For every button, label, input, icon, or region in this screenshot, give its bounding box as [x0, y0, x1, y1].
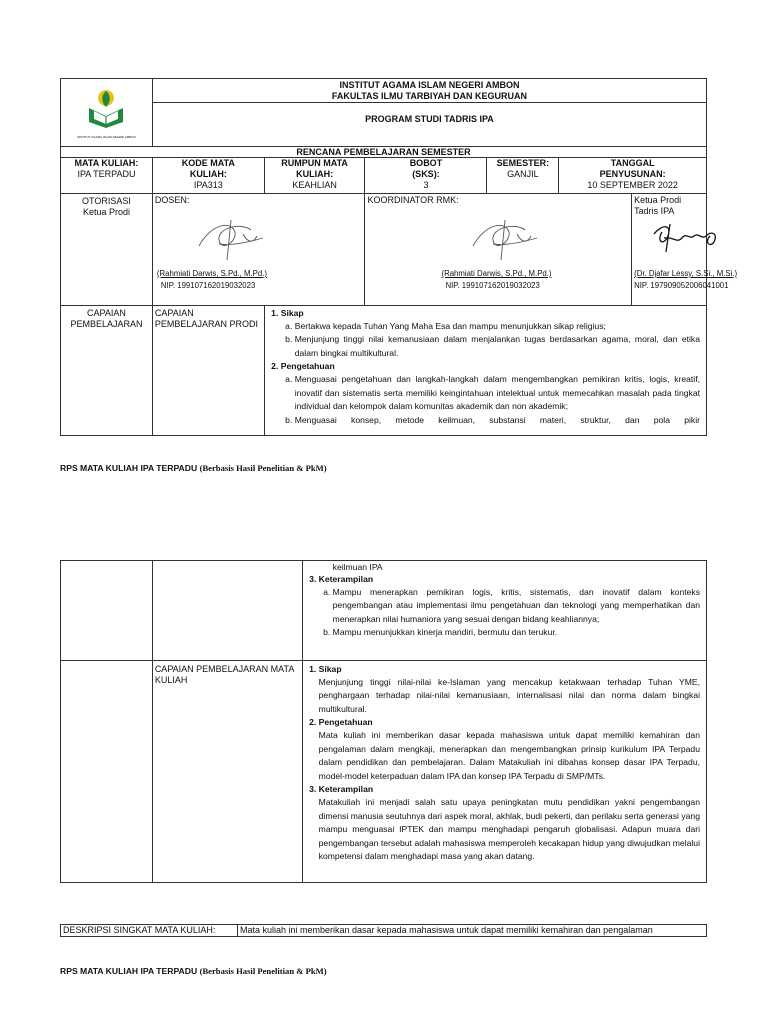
institute-name: INSTITUT AGAMA ISLAM NEGERI AMBON	[339, 79, 520, 90]
cpmk-empty-cell	[61, 661, 153, 883]
rumpun-cell: RUMPUN MATA KULIAH: KEAHLIAN	[264, 158, 365, 194]
rps-continuation-table	[60, 560, 707, 883]
rps-header-table	[60, 78, 738, 436]
semester-value: GANJIL	[507, 169, 539, 179]
iain-ambon-logo	[86, 86, 126, 130]
koordinator-name: (Rahmiati Darwis, S.Pd., M.Pd.)	[441, 269, 552, 278]
koordinator-signature-icon	[465, 216, 545, 264]
dosen-name: (Rahmiati Darwis, S.Pd., M.Pd.)	[156, 269, 267, 278]
cpmk-label: CAPAIAN PEMBELAJARAN MATA KULIAH	[152, 661, 302, 883]
koordinator-label: KOORDINATOR RMK:	[367, 195, 459, 205]
cpmk-sikap: 1. Sikap Menjunjung tinggi nilai-nilai ke-Islaman yang mencakup ketakwaan terhadap Tuhan YME, penghargaan terhadap nilai-nilai kemanusiaan, internalisasi nilai dan norma dalam bingkai multikultural.	[319, 663, 700, 716]
tanggal-value: 10 SEPTEMBER 2022	[587, 180, 678, 190]
tanggal-cell: TANGGAL PENYUSUNAN: 10 SEPTEMBER 2022	[559, 158, 707, 194]
rumpun-value: KEAHLIAN	[292, 180, 337, 190]
bobot-cell: BOBOT (SKS): 3	[365, 158, 487, 194]
deskripsi-table	[60, 924, 707, 937]
bobot-value: 3	[423, 180, 429, 190]
semester-cell: SEMESTER: GANJIL	[487, 158, 559, 194]
program-name: PROGRAM STUDI TADRIS IPA	[152, 103, 706, 147]
faculty-name: FAKULTAS ILMU TARBIYAH DAN KEGURUAN	[331, 90, 528, 101]
deskripsi-label: DESKRIPSI SINGKAT MATA KULIAH:	[61, 925, 238, 937]
dosen-nip: NIP. 199107162019032023	[160, 281, 256, 290]
cpl-prodi-continuation: keilmuan IPA 3. Keterampilan a. Mampu menerapkan pemikiran logis, kritis, sistematis, dan inovatif dalam konteks pengembangan atau implementasi ilmu pengetahuan dan teknologi yang memperhatikan dan menerapkan nilai humaniora yang sesuai dengan bidang keahliannya; b. Mampu menunjukkan kinerja mandiri, bermutu dan terukur.	[302, 561, 706, 661]
capaian-label-cell: CAPAIAN PEMBELAJARAN	[61, 306, 153, 436]
dosen-label: DOSEN:	[154, 195, 190, 205]
mata-kuliah-value: IPA TERPADU	[77, 169, 136, 179]
koordinator-nip: NIP. 199107162019032023	[445, 281, 540, 290]
cpmk-content	[302, 661, 706, 883]
koordinator-cell	[365, 194, 632, 306]
dosen-cell	[152, 194, 365, 306]
document-title: RENCANA PEMBELAJARAN SEMESTER	[61, 147, 707, 158]
continuation-empty-cell	[61, 561, 153, 661]
cpl-keterampilan: 3. Keterampilan a. Mampu menerapkan pemikiran logis, kritis, sistematis, dan inovatif dalam konteks pengembangan atau implementasi ilmu pengetahuan dan teknologi yang memperhatikan dan menerapkan nilai humaniora yang sesuai dengan bidang keahliannya; b. Mampu menunjukkan kinerja mandiri, bermutu dan terukur.	[319, 573, 700, 640]
logo-cell	[61, 79, 153, 147]
kaprodi-nip: NIP. 197909052006041001	[634, 281, 729, 290]
cpl-prodi-content	[264, 306, 706, 436]
kaprodi-cell	[632, 194, 738, 306]
deskripsi-text: Mata kuliah ini memberikan dasar kepada mahasiswa untuk dapat memiliki kemahiran dan pengalaman	[238, 925, 707, 937]
institute-heading	[152, 79, 706, 103]
kaprodi-name: (Dr. Djafar Lessy, S.Si., M.Si.)	[634, 269, 738, 278]
cpl-sikap: 1. Sikap a. Bertakwa kepada Tuhan Yang Maha Esa dan mampu menunjukkan sikap religius; b. Menjunjung tinggi nilai kemanusiaan dalam menjalankan tugas berdasarkan agama, moral, dan etika dalam bingkai multikultural.	[281, 307, 700, 360]
dosen-signature-icon	[191, 216, 271, 264]
kaprodi-signature-icon	[650, 218, 730, 258]
continuation-prodi-cell	[152, 561, 302, 661]
kode-mk-value: IPA313	[193, 180, 223, 190]
cpl-pengetahuan: 2. Pengetahuan a. Menguasai pengetahuan dan langkah-langkah dalam mengembangkan pemikiran kritis, logis, kreatif, inovatif dan sistematis serta memiliki keingintahuan intelektual untuk memecahkan masalah pada tingkat individual dan kelompok dalam komunitas akademik dan non akademik; b. Menguasai konsep, metode keilmuan, substansi materi, struktur, dan pola pikir	[281, 360, 700, 427]
page-footer-1: RPS MATA KULIAH IPA TERPADU (Berbasis Hasil Penelitian & PkM)	[60, 463, 327, 473]
cpmk-keterampilan: 3. Keterampilan Matakuliah ini menjadi salah satu upaya peningkatan mutu pendidikan yakni pengembangan dimensi manusia seutuhnya dari aspek moral, akhlak, budi pekerti, dan perilaku serta generasi yang mampu menguasai IPTEK dan mampu menghadapi pengaruh globalisasi. Adapun muara dari pengembangan tersebut adalah mahasiswa memperoleh kecakapan hidup yang diwujudkan melalui kompetensi dalam menghadapi masa yang akan datang.	[319, 783, 700, 864]
page-footer-2: RPS MATA KULIAH IPA TERPADU (Berbasis Hasil Penelitian & PkM)	[60, 966, 327, 976]
kaprodi-label: Ketua Prodi Tadris IPA	[634, 195, 682, 216]
kode-mk-cell: KODE MATA KULIAH: IPA313	[152, 158, 264, 194]
cpl-prodi-label: CAPAIAN PEMBELAJARAN PRODI	[152, 306, 264, 436]
mata-kuliah-cell: MATA KULIAH: IPA TERPADU	[61, 158, 153, 194]
cpmk-pengetahuan: 2. Pengetahuan Mata kuliah ini memberikan dasar kepada mahasiswa untuk dapat memiliki kemahiran dan pengalaman dalam mengkaji, menerapkan dan mengembangkan prinsip kurikulum IPA Terpadu dalam pendidikan dan pembelajaran. Dalam Matakuliah ini dibahas konsep dasar IPA Terpadu, model-model keterpaduan dalam IPA dan konsep IPA Terpadu di SMP/MTs.	[319, 716, 700, 783]
otorisasi-cell: OTORISASI Ketua Prodi	[61, 194, 153, 306]
logo-caption: INSTITUT AGAMA ISLAM NEGERI AMBON	[77, 135, 136, 139]
